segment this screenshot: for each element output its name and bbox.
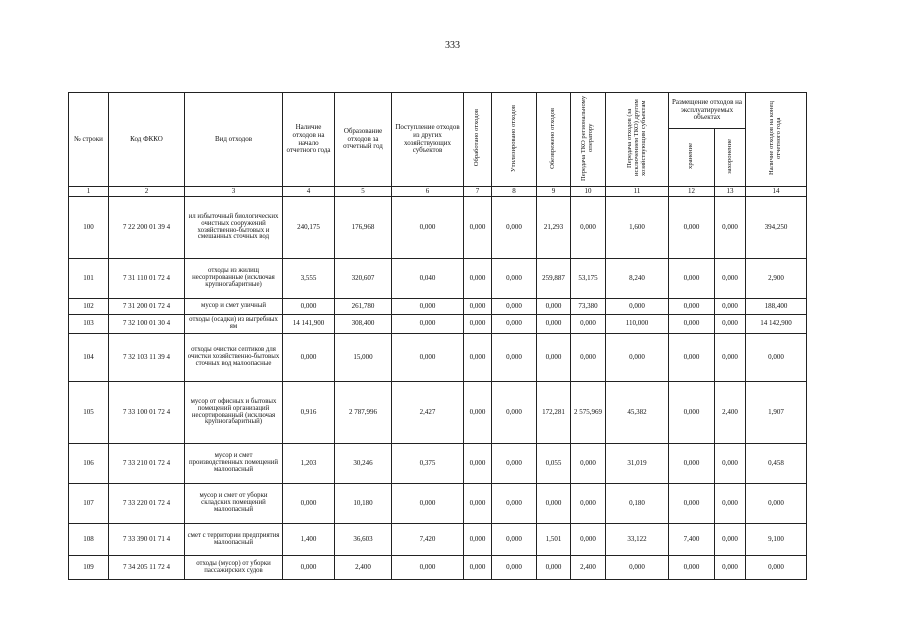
table-row — [69, 524, 807, 556]
formed-cell: 308,400 — [335, 315, 392, 334]
burial-cell: 0,000 — [715, 334, 746, 382]
row-number-cell: 104 — [69, 334, 109, 382]
received-cell: 7,420 — [392, 524, 464, 556]
end-balance-cell: 2,900 — [746, 259, 807, 299]
storage-cell: 0,000 — [669, 444, 715, 484]
storage-cell: 0,000 — [669, 484, 715, 524]
storage-cell: 0,000 — [669, 315, 715, 334]
processed-cell: 0,000 — [464, 197, 492, 259]
header-end-balance — [746, 93, 807, 187]
column-number: 8 — [492, 187, 537, 197]
utilized-cell: 0,000 — [492, 197, 537, 259]
fkko-code-cell: 7 33 390 01 71 4 — [109, 524, 185, 556]
storage-cell: 0,000 — [669, 299, 715, 315]
burial-cell: 0,000 — [715, 484, 746, 524]
neutralized-cell: 0,000 — [537, 484, 571, 524]
table-row — [69, 315, 807, 334]
transferred-other-cell: 0,000 — [606, 556, 669, 580]
storage-cell: 0,000 — [669, 259, 715, 299]
end-balance-cell: 1,907 — [746, 382, 807, 444]
column-number-row — [69, 187, 807, 197]
row-number-cell: 100 — [69, 197, 109, 259]
neutralized-cell: 0,000 — [537, 315, 571, 334]
storage-cell: 7,400 — [669, 524, 715, 556]
processed-cell: 0,000 — [464, 556, 492, 580]
neutralized-cell: 1,501 — [537, 524, 571, 556]
storage-cell: 0,000 — [669, 197, 715, 259]
storage-cell: 0,000 — [669, 334, 715, 382]
transferred-regional-cell: 53,175 — [571, 259, 606, 299]
neutralized-cell: 0,000 — [537, 299, 571, 315]
end-balance-cell: 0,458 — [746, 444, 807, 484]
row-number-cell: 107 — [69, 484, 109, 524]
utilized-cell: 0,000 — [492, 299, 537, 315]
header-transferred-regional-text: Передача ТКО региональному оператору — [580, 95, 594, 181]
table-row — [69, 556, 807, 580]
column-number: 5 — [335, 187, 392, 197]
end-balance-cell: 0,000 — [746, 556, 807, 580]
waste-name-cell: отходы (осадки) из выгребных ям — [185, 315, 283, 334]
header-transferred-other-text: Передача отходов (за исключением ТКО) другим хозяйствующим субъектам — [625, 99, 647, 177]
column-number: 7 — [464, 187, 492, 197]
row-number-cell: 105 — [69, 382, 109, 444]
burial-cell: 0,000 — [715, 315, 746, 334]
header-processed — [464, 93, 492, 187]
fkko-code-cell: 7 31 200 01 72 4 — [109, 299, 185, 315]
header-utilized — [492, 93, 537, 187]
processed-cell: 0,000 — [464, 524, 492, 556]
neutralized-cell: 259,887 — [537, 259, 571, 299]
processed-cell: 0,000 — [464, 444, 492, 484]
transferred-other-cell: 110,000 — [606, 315, 669, 334]
fkko-code-cell: 7 22 200 01 39 4 — [109, 197, 185, 259]
formed-cell: 2 787,996 — [335, 382, 392, 444]
transferred-other-cell: 0,180 — [606, 484, 669, 524]
transferred-other-cell: 1,600 — [606, 197, 669, 259]
header-utilized-text: Утилизировано отходов — [509, 104, 517, 172]
table-row — [69, 382, 807, 444]
waste-name-cell: мусор от офисных и бытовых помещений организаций несортированный (исключая крупногабаритный) — [185, 382, 283, 444]
header-transferred-regional — [571, 93, 606, 187]
neutralized-cell: 172,281 — [537, 382, 571, 444]
storage-cell: 0,000 — [669, 556, 715, 580]
table-row — [69, 197, 807, 259]
table-row — [69, 299, 807, 315]
transferred-other-cell: 8,240 — [606, 259, 669, 299]
received-cell: 0,000 — [392, 299, 464, 315]
end-balance-cell: 14 142,900 — [746, 315, 807, 334]
table-row — [69, 444, 807, 484]
formed-cell: 36,603 — [335, 524, 392, 556]
start-balance-cell: 0,916 — [283, 382, 335, 444]
received-cell: 0,375 — [392, 444, 464, 484]
start-balance-cell: 0,000 — [283, 334, 335, 382]
waste-name-cell: отходы очистки септиков для очистки хозяйственно-бытовых сточных вод малоопасные — [185, 334, 283, 382]
formed-cell: 261,780 — [335, 299, 392, 315]
formed-cell: 15,000 — [335, 334, 392, 382]
end-balance-cell: 394,250 — [746, 197, 807, 259]
utilized-cell: 0,000 — [492, 556, 537, 580]
fkko-code-cell: 7 33 220 01 72 4 — [109, 484, 185, 524]
transferred-regional-cell: 2,400 — [571, 556, 606, 580]
burial-cell: 0,000 — [715, 197, 746, 259]
table-row — [69, 334, 807, 382]
transferred-regional-cell: 0,000 — [571, 197, 606, 259]
column-number: 14 — [746, 187, 807, 197]
neutralized-cell: 0,000 — [537, 334, 571, 382]
utilized-cell: 0,000 — [492, 382, 537, 444]
column-number: 10 — [571, 187, 606, 197]
processed-cell: 0,000 — [464, 484, 492, 524]
waste-name-cell: мусор и смет от уборки складских помещений малоопасный — [185, 484, 283, 524]
processed-cell: 0,000 — [464, 334, 492, 382]
transferred-regional-cell: 2 575,969 — [571, 382, 606, 444]
transferred-regional-cell: 0,000 — [571, 444, 606, 484]
neutralized-cell: 0,000 — [537, 556, 571, 580]
waste-name-cell: ил избыточный биологических очистных сооружений хозяйственно-бытовых и смешанных сточных вод — [185, 197, 283, 259]
transferred-other-cell: 33,122 — [606, 524, 669, 556]
storage-cell: 0,000 — [669, 382, 715, 444]
received-cell: 0,000 — [392, 334, 464, 382]
header-fkko-code: Код ФККО — [109, 93, 185, 187]
start-balance-cell: 0,000 — [283, 299, 335, 315]
transferred-other-cell: 31,019 — [606, 444, 669, 484]
fkko-code-cell: 7 33 210 01 72 4 — [109, 444, 185, 484]
start-balance-cell: 240,175 — [283, 197, 335, 259]
header-burial-text: захоронение — [725, 138, 733, 174]
table-body — [69, 197, 807, 580]
transferred-regional-cell: 0,000 — [571, 334, 606, 382]
row-number-cell: 106 — [69, 444, 109, 484]
waste-name-cell: смет с территории предприятия малоопасный — [185, 524, 283, 556]
header-transferred-other — [606, 93, 669, 187]
formed-cell: 320,607 — [335, 259, 392, 299]
table-header — [69, 93, 807, 197]
header-start-balance: Наличие отходов на начало отчетного года — [283, 93, 335, 187]
burial-cell: 0,000 — [715, 524, 746, 556]
header-waste-type: Вид отходов — [185, 93, 283, 187]
row-number-cell: 108 — [69, 524, 109, 556]
utilized-cell: 0,000 — [492, 484, 537, 524]
header-placement: Размещение отходов на эксплуатируемых объектах — [669, 93, 746, 129]
formed-cell: 2,400 — [335, 556, 392, 580]
received-cell: 0,040 — [392, 259, 464, 299]
transferred-regional-cell: 0,000 — [571, 484, 606, 524]
transferred-regional-cell: 73,380 — [571, 299, 606, 315]
fkko-code-cell: 7 32 100 01 30 4 — [109, 315, 185, 334]
waste-name-cell: отходы из жилищ несортированные (исключая крупногабаритные) — [185, 259, 283, 299]
transferred-other-cell: 0,000 — [606, 299, 669, 315]
transferred-other-cell: 0,000 — [606, 334, 669, 382]
row-number-cell: 102 — [69, 299, 109, 315]
received-cell: 0,000 — [392, 315, 464, 334]
burial-cell: 2,400 — [715, 382, 746, 444]
header-neutralized — [537, 93, 571, 187]
fkko-code-cell: 7 31 110 01 72 4 — [109, 259, 185, 299]
column-number: 13 — [715, 187, 746, 197]
transferred-regional-cell: 0,000 — [571, 524, 606, 556]
waste-name-cell: мусор и смет производственных помещений малоопасный — [185, 444, 283, 484]
processed-cell: 0,000 — [464, 382, 492, 444]
header-storage — [669, 129, 715, 187]
start-balance-cell: 0,000 — [283, 484, 335, 524]
transferred-regional-cell: 0,000 — [571, 315, 606, 334]
header-storage-text: хранение — [687, 143, 695, 170]
utilized-cell: 0,000 — [492, 315, 537, 334]
end-balance-cell: 9,100 — [746, 524, 807, 556]
column-number: 12 — [669, 187, 715, 197]
processed-cell: 0,000 — [464, 299, 492, 315]
header-burial — [715, 129, 746, 187]
row-number-cell: 101 — [69, 259, 109, 299]
burial-cell: 0,000 — [715, 444, 746, 484]
column-number: 3 — [185, 187, 283, 197]
fkko-code-cell: 7 34 205 11 72 4 — [109, 556, 185, 580]
table-row — [69, 484, 807, 524]
burial-cell: 0,000 — [715, 299, 746, 315]
table-row — [69, 259, 807, 299]
neutralized-cell: 0,055 — [537, 444, 571, 484]
column-number: 11 — [606, 187, 669, 197]
header-row-no: № строки — [69, 93, 109, 187]
start-balance-cell: 14 141,900 — [283, 315, 335, 334]
start-balance-cell: 0,000 — [283, 556, 335, 580]
row-number-cell: 109 — [69, 556, 109, 580]
start-balance-cell: 1,400 — [283, 524, 335, 556]
waste-name-cell: мусор и смет уличный — [185, 299, 283, 315]
formed-cell: 30,246 — [335, 444, 392, 484]
utilized-cell: 0,000 — [492, 259, 537, 299]
formed-cell: 176,968 — [335, 197, 392, 259]
utilized-cell: 0,000 — [492, 334, 537, 382]
neutralized-cell: 21,293 — [537, 197, 571, 259]
utilized-cell: 0,000 — [492, 444, 537, 484]
header-end-balance-text: Наличие отходов на конец отчетного года — [768, 101, 782, 176]
received-cell: 0,000 — [392, 556, 464, 580]
processed-cell: 0,000 — [464, 259, 492, 299]
column-number: 9 — [537, 187, 571, 197]
transferred-other-cell: 45,382 — [606, 382, 669, 444]
fkko-code-cell: 7 32 103 11 39 4 — [109, 334, 185, 382]
header-processed-text: Обработано отходов — [473, 109, 481, 167]
start-balance-cell: 3,555 — [283, 259, 335, 299]
column-number: 6 — [392, 187, 464, 197]
fkko-code-cell: 7 33 100 01 72 4 — [109, 382, 185, 444]
waste-name-cell: отходы (мусор) от уборки пассажирских судов — [185, 556, 283, 580]
column-number: 1 — [69, 187, 109, 197]
burial-cell: 0,000 — [715, 259, 746, 299]
received-cell: 0,000 — [392, 484, 464, 524]
page-number: 333 — [445, 40, 460, 51]
end-balance-cell: 188,400 — [746, 299, 807, 315]
header-neutralized-text: Обезврежено отходов — [549, 107, 557, 169]
end-balance-cell: 0,000 — [746, 484, 807, 524]
received-cell: 0,000 — [392, 197, 464, 259]
processed-cell: 0,000 — [464, 315, 492, 334]
header-received: Поступление отходов из других хозяйствующих субъектов — [392, 93, 464, 187]
column-number: 4 — [283, 187, 335, 197]
received-cell: 2,427 — [392, 382, 464, 444]
burial-cell: 0,000 — [715, 556, 746, 580]
column-number: 2 — [109, 187, 185, 197]
waste-table — [68, 92, 807, 580]
header-formed: Образование отходов за отчетный год — [335, 93, 392, 187]
formed-cell: 10,180 — [335, 484, 392, 524]
row-number-cell: 103 — [69, 315, 109, 334]
end-balance-cell: 0,000 — [746, 334, 807, 382]
utilized-cell: 0,000 — [492, 524, 537, 556]
start-balance-cell: 1,203 — [283, 444, 335, 484]
